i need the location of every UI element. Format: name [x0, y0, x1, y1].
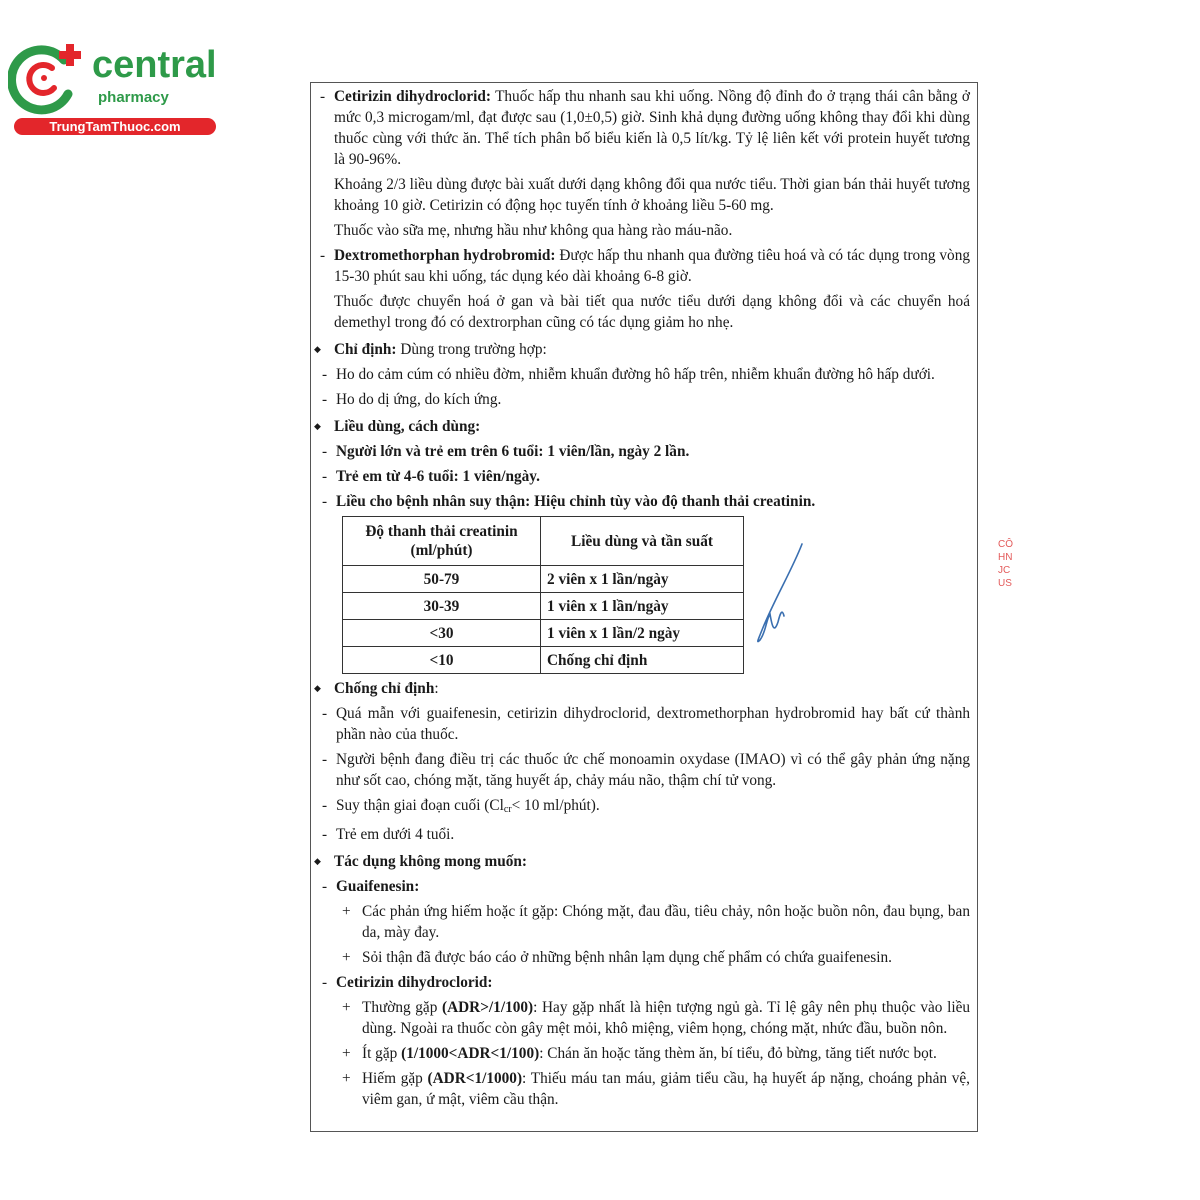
brand-url[interactable]: TrungTamThuoc.com: [14, 118, 216, 135]
pk-dextro-text: Được hấp thu nhanh qua đường tiêu hoá và có tác dụng trong vòng 15-30 phút sau khi uống, tác dụng kéo dài khoảng 6-8 giờ.: [334, 247, 970, 285]
adverse-item: + Sỏi thận đã được báo cáo ở những bệnh nhân lạm dụng chế phẩm có chứa guaifenesin.: [312, 947, 976, 968]
dosage-item: [312, 491, 976, 512]
adverse-heading: [312, 851, 976, 872]
brand-name: central: [92, 44, 217, 86]
stamp-line: JC: [998, 565, 1011, 576]
table-row: [343, 620, 744, 647]
pk-dextro: [312, 245, 976, 287]
contra-renal-sub: cr: [503, 804, 512, 815]
contra-item: - Quá mẫn với guaifenesin, cetirizin dihydroclorid, dextromethorphan hydrobromid hay bất cứ thành phần nào của thuốc.: [312, 703, 976, 745]
table-row: [343, 647, 744, 674]
cell-dose: 1 viên x 1 lần/2 ngày: [541, 620, 744, 647]
contra-colon: :: [434, 680, 439, 697]
dosage-child: Trẻ em từ 4-6 tuổi: 1 viên/ngày.: [336, 468, 540, 485]
adverse-item: [312, 997, 976, 1039]
cell-clearance: 30-39: [343, 593, 541, 620]
document-content: [312, 86, 976, 1110]
contra-renal-suffix: < 10 ml/phút).: [511, 797, 600, 814]
table-row: [343, 593, 744, 620]
contra-heading: [312, 678, 976, 699]
adverse-text: : Hay gặp nhất là hiện tượng ngủ gà. Tỉ lệ gây nên phụ thuộc vào liều dùng. Ngoài ra thuốc còn gây mệt mỏi, khô miệng, viêm họng, chóng mặt, nhức đầu, buồn nôn.: [362, 999, 971, 1037]
adverse-text: : Chán ăn hoặc tăng thèm ăn, bí tiểu, đỏ bừng, tăng tiết nước bọt.: [539, 1045, 937, 1062]
brand-logo: [8, 38, 218, 138]
cell-clearance: <30: [343, 620, 541, 647]
indications-intro: Dùng trong trường hợp:: [396, 341, 547, 358]
renal-dose-table: [342, 516, 744, 674]
pharmacy-cross-icon: [8, 38, 92, 118]
stamp-line: US: [998, 578, 1012, 589]
cell-clearance: <10: [343, 647, 541, 674]
brand-sub: pharmacy: [98, 89, 169, 106]
adverse-freq: (ADR<1/1000): [427, 1070, 523, 1087]
contra-renal-prefix: Suy thận giai đoạn cuối (Cl: [336, 797, 504, 814]
cell-dose: 1 viên x 1 lần/ngày: [541, 593, 744, 620]
pk-dextro-extra: Thuốc được chuyển hoá ở gan và bài tiết qua nước tiểu dưới dạng không đổi và các chuyển hoá demethyl trong đó có dextrorphan cũng có tác dụng giảm ho nhẹ.: [334, 293, 970, 331]
adverse-lead: Hiếm gặp: [362, 1070, 428, 1087]
dosage-item: [312, 466, 976, 487]
table-header-row: [343, 517, 744, 566]
adverse-title: Tác dụng không mong muốn:: [334, 853, 527, 870]
adverse-freq: (1/1000<ADR<1/100): [401, 1045, 540, 1062]
adverse-text: : Thiếu máu tan máu, giảm tiểu cầu, hạ huyết áp nặng, choáng phản vệ, viêm gan, ứ mật, viêm cầu thận.: [362, 1070, 970, 1108]
cell-dose: 2 viên x 1 lần/ngày: [541, 566, 744, 593]
adverse-cetirizin: [312, 972, 976, 993]
adverse-item: [312, 1043, 976, 1064]
indications-title: Chỉ định:: [334, 341, 397, 358]
signature-mark: [752, 540, 812, 650]
adverse-cetirizin-name: Cetirizin dihydroclorid:: [336, 974, 493, 991]
adverse-item: [312, 1068, 976, 1110]
indication-item: - Ho do cảm cúm có nhiều đờm, nhiễm khuẩn đường hô hấp trên, nhiễm khuẩn đường hô hấp dưới.: [312, 364, 976, 385]
indications-heading: [312, 339, 976, 360]
adverse-guaifenesin-name: Guaifenesin:: [336, 878, 420, 895]
contra-item: - Trẻ em dưới 4 tuổi.: [312, 824, 976, 845]
contra-title: Chống chỉ định: [334, 680, 435, 697]
pk-dextro-name: Dextromethorphan hydrobromid:: [334, 247, 556, 264]
dosage-renal: Liều cho bệnh nhân suy thận: Hiệu chỉnh tùy vào độ thanh thải creatinin.: [336, 493, 816, 510]
stamp-line: HN: [998, 552, 1013, 563]
adverse-item: + Các phản ứng hiếm hoặc ít gặp: Chóng mặt, đau đầu, tiêu chảy, nôn hoặc buồn nôn, đau bụng, ban da, mày đay.: [312, 901, 976, 943]
indication-item: - Ho do dị ứng, do kích ứng.: [312, 389, 976, 410]
dosage-item: [312, 441, 976, 462]
header-dose: Liều dùng và tần suất: [541, 517, 744, 566]
pk-cetirizin-name: Cetirizin dihydroclorid:: [334, 88, 492, 105]
adverse-guaifenesin: [312, 876, 976, 897]
pk-cetirizin-extra-2: Thuốc vào sữa mẹ, nhưng hầu như không qua hàng rào máu-não.: [334, 222, 733, 239]
pk-cetirizin-text: Thuốc hấp thu nhanh sau khi uống. Nồng độ đỉnh đo ở trạng thái cân bằng ở mức 0,3 microgam/ml, đạt được sau (1,0±0,5) giờ. Sinh khả dụng đường uống không thay đổi khi dùng thuốc cùng với thức ăn. Thể tích phân bố biểu kiến là 0,5 lít/kg. Tỷ lệ liên kết với protein huyết tương là 90-96%.: [334, 88, 970, 168]
dosage-heading: [312, 416, 976, 437]
pk-cetirizin-extra-1: Khoảng 2/3 liều dùng được bài xuất dưới dạng không đổi qua nước tiểu. Thời gian bán thải huyết tương khoảng 10 giờ. Cetirizin có động học tuyến tính ở khoảng liều 5-60 mg.: [334, 176, 970, 214]
stamp-line: CÔ: [998, 539, 1013, 550]
stamp-fragment: [998, 498, 1020, 648]
adverse-lead: Thường gặp: [362, 999, 442, 1016]
adverse-freq: (ADR>/1/100): [441, 999, 534, 1016]
cell-clearance: 50-79: [343, 566, 541, 593]
contra-item: [312, 795, 976, 820]
table-row: [343, 566, 744, 593]
dosage-adult: Người lớn và trẻ em trên 6 tuổi: 1 viên/lần, ngày 2 lần.: [336, 443, 690, 460]
pk-cetirizin: [312, 86, 976, 170]
dosage-title: Liều dùng, cách dùng:: [334, 418, 481, 435]
header-clearance: Độ thanh thải creatinin (ml/phút): [343, 517, 541, 566]
adverse-lead: Ít gặp: [362, 1045, 402, 1062]
cell-dose: Chống chỉ định: [541, 647, 744, 674]
contra-item: - Người bệnh đang điều trị các thuốc ức chế monoamin oxydase (IMAO) vì có thể gây phản ứng nặng như sốt cao, chóng mặt, tăng huyết áp, chảy máu não, thậm chí tử vong.: [312, 749, 976, 791]
